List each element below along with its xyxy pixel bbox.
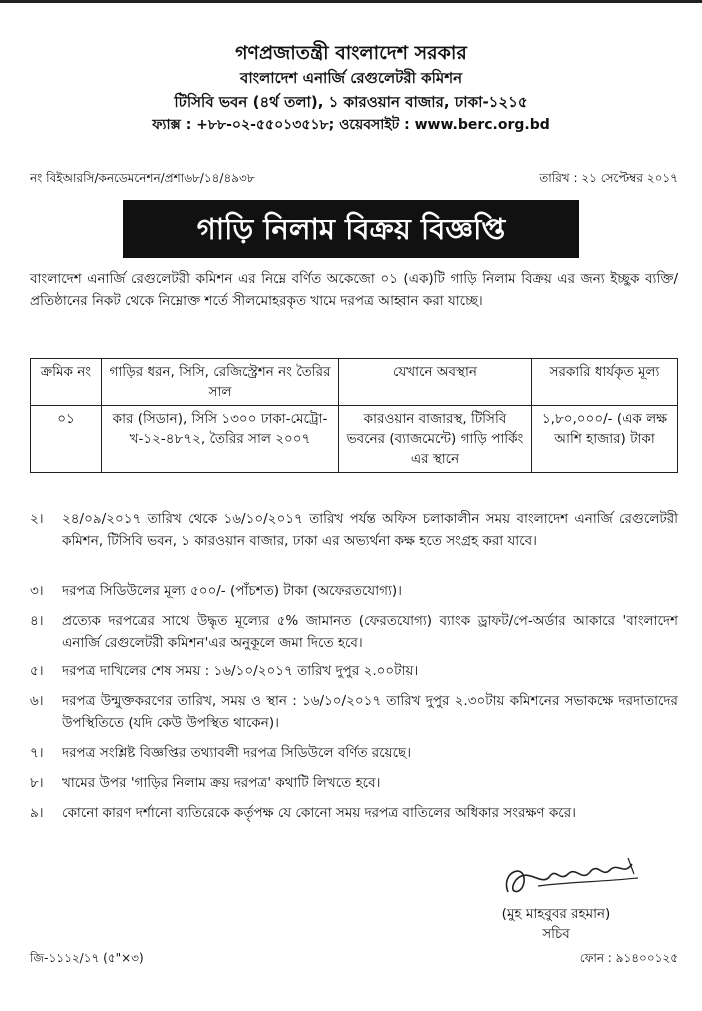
item-text: কোনো কারণ দর্শানো ব্যতিরেকে কর্তৃপক্ষ যে কোনো সময় দরপত্র বাতিলের অধিকার সংরক্ষণ করে। [62,805,576,821]
item-text: দরপত্র সিডিউলের মূল্য ৫০০/- (পাঁচশত) টাকা (অফেরতযোগ্য)। [62,583,402,599]
commission-name: বাংলাদেশ এনার্জি রেগুলেটরী কমিশন [239,69,463,87]
print-code: জি-১১১২/১৭ (৫"×৩) [30,951,144,965]
contact-line: ফ্যাক্স : +৮৮-০২-৫৫০১৩৫১৮; ওয়েবসাইট : www.berc.org.bd [152,117,550,133]
item-text: দরপত্র দাখিলের শেষ সময় : ১৬/১০/২০১৭ তারিখ দুপুর ২.০০টায়। [62,663,419,679]
header-location: যেখানে অবস্থান [339,359,532,406]
list-item [30,772,678,794]
signatory-block [456,904,656,944]
vehicle-table [30,358,678,473]
item-number: ৬। [30,693,44,709]
cell-price: ১,৮০,০০০/- (এক লক্ষ আশি হাজার) টাকা [532,406,678,473]
list-item [30,690,678,734]
item-number: ৪। [30,613,44,629]
list-item [30,742,678,764]
header-vehicle: গাড়ির ধরন, সিসি, রেজিস্ট্রেশন নং তৈরির সাল [102,359,339,406]
list-item [30,580,678,602]
notice-title: গাড়ি নিলাম বিক্রয় বিজ্ঞপ্তি [123,200,579,258]
header-price: সরকারি ধার্যকৃত মূল্য [532,359,678,406]
item-number: ২। [30,511,44,527]
item-number: ৮। [30,775,44,791]
government-name: গণপ্রজাতন্ত্রী বাংলাদেশ সরকার [235,42,467,64]
letterhead [0,40,702,136]
header-serial: ক্রমিক নং [31,359,102,406]
cell-serial: ০১ [31,406,102,473]
item-text: প্রত্যেক দরপত্রের সাথে উদ্ধৃত মূল্যের ৫% জামানত (ফেরতযোগ্য) ব্যাংক ড্রাফট/পে-অর্ডার আকারে 'বাংলাদেশ এনার্জি রেগুলেটরী কমিশন'এর অনুকূলে জমা দিতে হবে। [62,613,678,651]
item-text: খামের উপর 'গাড়ির নিলাম ক্রয় দরপত্র' কথাটি লিখতে হবে। [62,775,381,791]
item-number: ৩। [30,583,44,599]
item-text: দরপত্র উন্মুক্তকরণের তারিখ, সময় ও স্থান : ১৬/১০/২০১৭ তারিখ দুপুর ২.৩০টায় কমিশনের সভাকক্ষে দরদাতাদের উপস্থিতিতে (যদি কেউ উপস্থিত থাকেন)। [62,693,678,731]
table-row [31,406,678,473]
list-item [30,802,678,824]
item-number: ৭। [30,745,44,761]
item-number: ৫। [30,663,44,679]
office-address: টিসিবি ভবন (৪র্থ তলা), ১ কারওয়ান বাজার, ঢাকা-১২১৫ [174,93,528,111]
item-number: ৯। [30,805,44,821]
top-border [0,0,702,3]
phone-number: ফোন : ৯১৪০০১২৫ [579,951,678,965]
cell-location: কারওয়ান বাজারস্থ, টিসিবি ভবনের (ব্যাজমেন্টে) গাড়ি পার্কিং এর স্থানে [339,406,532,473]
memo-reference: নং বিইআরসি/কনডেমনেশন/প্রশা৬৮/১৪/৪৯৩৮ [30,171,255,185]
memo-date: তারিখ : ২১ সেপ্টেম্বর ২০১৭ [539,171,678,185]
signature-image [498,852,648,904]
signatory-name: (মুহ মাহবুবর রহমান) [501,906,611,922]
list-item [30,610,678,654]
item-text: দরপত্র সংশ্লিষ্ট বিজ্ঞপ্তির তথ্যাবলী দরপত্র সিডিউলে বর্ণিত রয়েছে। [62,745,412,761]
table-header-row [31,359,678,406]
item-text: ২৪/০৯/২০১৭ তারিখ থেকে ১৬/১০/২০১৭ তারিখ পর্যন্ত অফিস চলাকালীন সময় বাংলাদেশ এনার্জি রেগুলেটরী কমিশন, টিসিবি ভবন, ১ কারওয়ান বাজার, ঢাকা এর অভ্যর্থনা কক্ষ হতে সংগ্রহ করা যাবে। [62,511,678,549]
cell-vehicle: কার (সিডান), সিসি ১৩০০ ঢাকা-মেট্রো-খ-১২-৪৮৭২, তৈরির সাল ২০০৭ [102,406,339,473]
list-item [30,508,678,552]
list-item [30,660,678,682]
signatory-designation: সচিব [542,926,570,942]
intro-paragraph: বাংলাদেশ এনার্জি রেগুলেটরী কমিশন এর নিম্নে বর্ণিত অকেজো ০১ (এক)টি গাড়ি নিলাম বিক্রয় এর জন্য ইচ্ছুক ব্যক্তি/প্রতিষ্ঠানের নিকট থেকে নিম্নোক্ত শর্তে সীলমোহরকৃত খামে দরপত্র আহ্বান করা যাচ্ছে। [30,271,678,309]
